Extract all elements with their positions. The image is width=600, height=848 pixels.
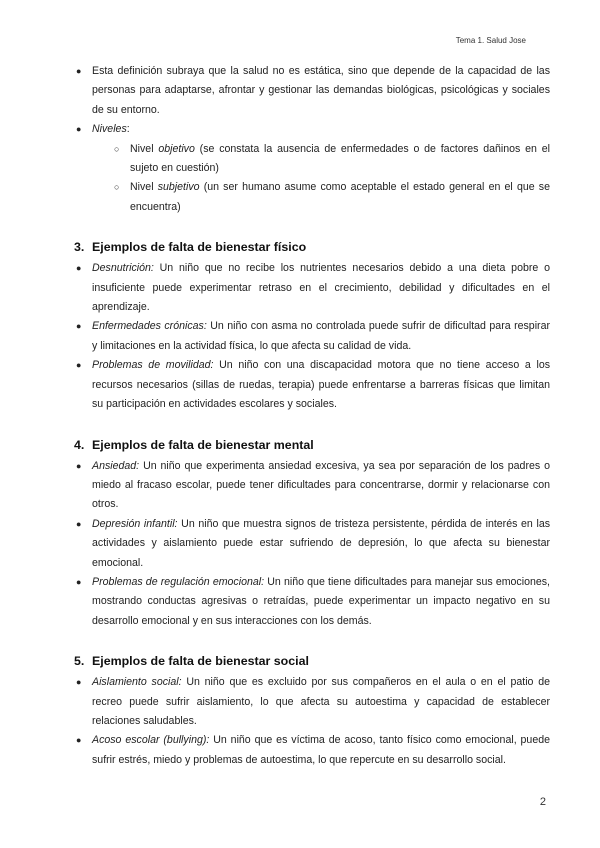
list-item xyxy=(74,573,550,631)
bullet-icon: ● xyxy=(76,576,82,587)
item-text: Un niño con asma no controlada puede sufrir de dificultad para respirar y limitaciones en la actividad física, lo que afecta su calidad de vida. xyxy=(92,320,550,352)
item-text: Un niño que muestra signos de tristeza persistente, pérdida de interés en las actividades y aislamiento puede estar sufriendo de depresión, lo que afecta su bienestar emocional. xyxy=(92,517,551,569)
page-number: 2 xyxy=(539,796,546,808)
item-text: Un niño que no recibe los nutrientes necesarios debido a una dieta pobre o insuficiente puede experimentar retraso en el crecimiento, debilidad y dificultades en el aprendizaje. xyxy=(92,262,550,314)
bullet-icon: ● xyxy=(76,360,82,371)
section-title: Ejemplos de falta de bienestar social xyxy=(92,654,309,669)
sub-prefix: Nivel xyxy=(130,142,159,155)
section-number: 5. xyxy=(74,654,85,669)
bullet-icon: ● xyxy=(76,263,82,274)
list-item xyxy=(74,731,550,770)
intro-bullet xyxy=(74,62,550,120)
hollow-bullet-icon: ○ xyxy=(114,143,120,154)
item-text: Un niño que es víctima de acoso, tanto físico como emocional, puede sufrir estrés, miedo y problemas de autoestima, lo que repercute en su desarrollo social. xyxy=(92,734,551,766)
hollow-bullet-icon: ○ xyxy=(114,182,120,193)
bullet-icon: ● xyxy=(76,66,82,76)
sub-term: objetivo xyxy=(158,142,195,155)
item-text: Un niño que tiene dificultades para manejar sus emociones, mostrando conductas agresivas o retraídas, puede experimentar un impacto negativo en su desarrollo emocional y en sus interacciones con los demás. xyxy=(92,575,550,627)
item-text: Un niño que es excluido por sus compañeros en el aula o en el patio de recreo puede sufrir aislamiento, lo que afecta su autoestima y capacidad de establecer relaciones saludables. xyxy=(92,676,550,727)
bullet-icon: ● xyxy=(76,460,82,471)
page-header: Tema 1. Salud Jose xyxy=(455,36,526,45)
list-item xyxy=(74,457,550,515)
niveles-label-wrap xyxy=(92,120,550,139)
list-item xyxy=(74,515,550,573)
page-content xyxy=(74,62,550,770)
list-item xyxy=(74,259,550,317)
sub-prefix: Nivel xyxy=(130,181,158,194)
section-title: Ejemplos de falta de bienestar mental xyxy=(92,437,314,452)
item-term: Aislamiento social: xyxy=(92,676,182,689)
section-number: 4. xyxy=(74,437,85,452)
list-item xyxy=(74,673,550,731)
bullet-icon: ● xyxy=(76,677,82,688)
item-term: Ansiedad: xyxy=(92,459,140,472)
bullet-icon: ● xyxy=(76,518,82,529)
item-term: Enfermedades crónicas: xyxy=(92,320,207,333)
bullet-icon: ● xyxy=(76,321,82,332)
item-term: Problemas de regulación emocional: xyxy=(92,575,265,588)
sub-text: (un ser humano asume como aceptable el estado general en el que se encuentra) xyxy=(130,181,550,213)
item-term: Desnutrición: xyxy=(92,262,154,275)
bullet-icon: ● xyxy=(76,735,82,746)
item-term: Acoso escolar (bullying): xyxy=(92,734,210,747)
niveles-label: Niveles xyxy=(92,123,127,136)
list-item xyxy=(74,356,550,414)
list-item xyxy=(74,317,550,356)
sub-term: subjetivo xyxy=(157,181,200,194)
section-number: 3. xyxy=(74,240,85,255)
sub-bullet-objetivo xyxy=(74,140,550,179)
intro-text: Esta definición subraya que la salud no es estática, sino que depende de la capacidad de las personas para adaptarse, afrontar y gestionar las demandas biológicas, psicológicas y sociales de su entorno. xyxy=(92,65,550,116)
item-text: Un niño con una discapacidad motora que no tiene acceso a los recursos necesarios (sillas de ruedas, terapia) puede enfrentarse a barreras físicas que limitan su participación en actividades escolares y sociales. xyxy=(92,359,551,411)
section-title: Ejemplos de falta de bienestar físico xyxy=(92,240,307,255)
bullet-icon: ● xyxy=(76,124,82,135)
item-term: Depresión infantil: xyxy=(92,517,178,530)
sub-bullet-subjetivo xyxy=(74,178,550,217)
item-term: Problemas de movilidad: xyxy=(92,359,214,372)
niveles-bullet xyxy=(74,120,550,139)
section-heading xyxy=(74,237,550,257)
section-heading xyxy=(74,651,550,671)
item-text: Un niño que experimenta ansiedad excesiva, ya sea por separación de los padres o miedo al fracaso escolar, puede tener dificultades para concentrarse, dormir y relacionarse con otros. xyxy=(92,459,550,511)
niveles-colon: : xyxy=(126,123,130,136)
section-heading xyxy=(74,435,550,455)
sub-text: (se constata la ausencia de enfermedades o de factores dañinos en el sujeto en cuestión) xyxy=(130,142,550,175)
